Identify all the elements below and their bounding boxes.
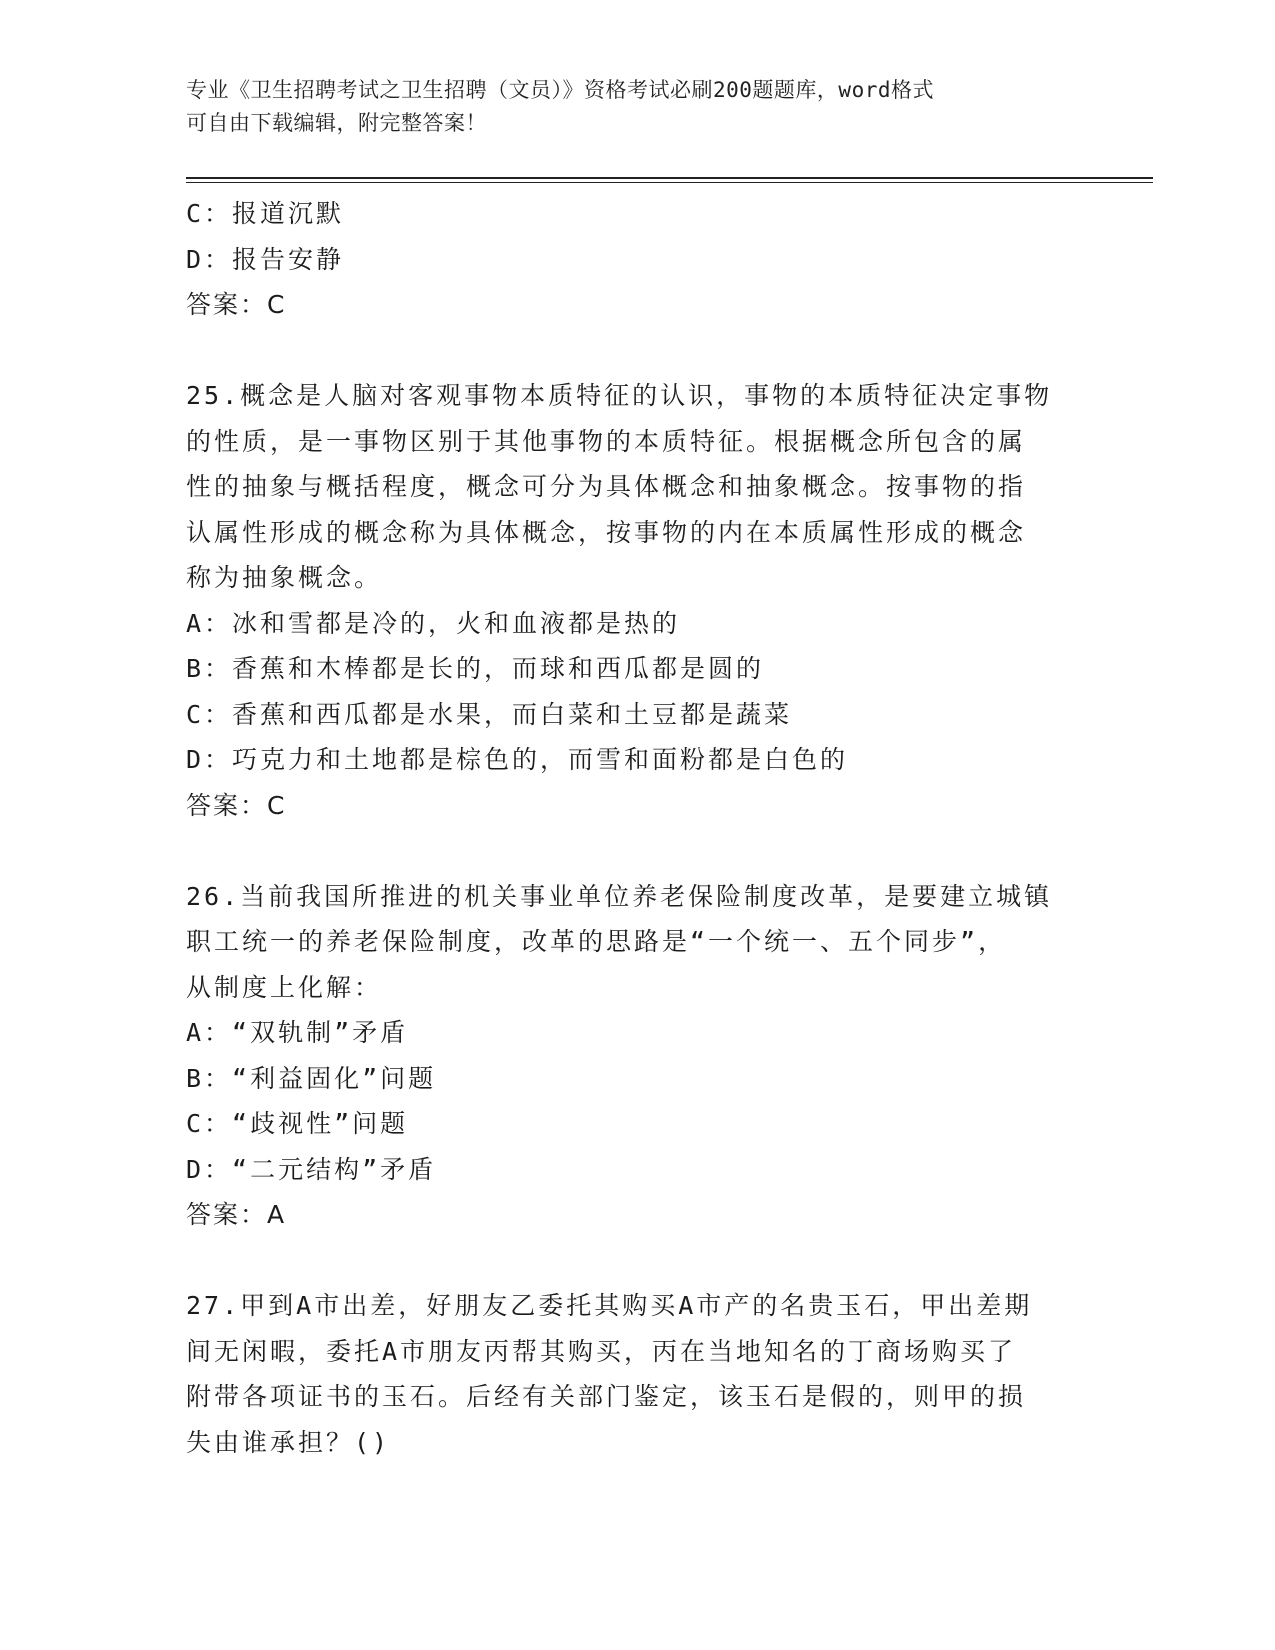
question-stem-line: 的性质，是一事物区别于其他事物的本质特征。根据概念所包含的属 bbox=[186, 426, 1027, 456]
option-b: B：香蕉和木棒都是长的，而球和西瓜都是圆的 bbox=[186, 654, 765, 683]
header-divider-thick bbox=[186, 177, 1153, 179]
question-stem-line: 职工统一的养老保险制度，改革的思路是“一个统一、五个同步”， bbox=[186, 927, 1007, 956]
option-c: C：“歧视性”问题 bbox=[186, 1109, 409, 1138]
question-25 bbox=[186, 373, 1116, 828]
option-b: B：“利益固化”问题 bbox=[186, 1063, 437, 1093]
question-stem-line: 从制度上化解： bbox=[186, 972, 383, 1002]
answer-line: 答案：C bbox=[186, 290, 287, 319]
option-c: C：报道沉默 bbox=[186, 199, 345, 228]
answer-line: 答案：A bbox=[186, 1200, 287, 1229]
question-stem-line: 附带各项证书的玉石。后经有关部门鉴定，该玉石是假的，则甲的损 bbox=[186, 1382, 1027, 1411]
spacer bbox=[186, 828, 1116, 874]
question-stem-line: 间无闲暇，委托A市朋友丙帮其购买，丙在当地知名的丁商场购买了 bbox=[186, 1336, 1017, 1366]
option-a: A：“双轨制”矛盾 bbox=[186, 1018, 409, 1047]
question-stem-line: 26.当前我国所推进的机关事业单位养老保险制度改革，是要建立城镇 bbox=[186, 881, 1053, 911]
question-24-tail bbox=[186, 191, 1116, 328]
option-a: A：冰和雪都是冷的，火和血液都是热的 bbox=[186, 608, 681, 638]
question-stem-line: 25.概念是人脑对客观事物本质特征的认识，事物的本质特征决定事物 bbox=[186, 381, 1053, 410]
header-line-2: 可自由下载编辑，附完整答案！ bbox=[186, 111, 487, 135]
answer-line: 答案：C bbox=[186, 790, 287, 820]
question-stem-line: 失由谁承担？() bbox=[186, 1427, 391, 1457]
option-c: C：香蕉和西瓜都是水果，而白菜和土豆都是蔬菜 bbox=[186, 699, 793, 729]
option-d: D：巧克力和土地都是棕色的，而雪和面粉都是白色的 bbox=[186, 745, 849, 774]
question-stem-line: 性的抽象与概括程度，概念可分为具体概念和抽象概念。按事物的指 bbox=[186, 472, 1027, 501]
question-27 bbox=[186, 1283, 1116, 1465]
question-26 bbox=[186, 874, 1116, 1238]
question-stem-line: 27.甲到A市出差，好朋友乙委托其购买A市产的名贵玉石，甲出差期 bbox=[186, 1291, 1033, 1320]
header-divider-thin bbox=[186, 182, 1153, 183]
header-line-1: 专业《卫生招聘考试之卫生招聘（文员）》资格考试必刷200题题库，word格式 bbox=[186, 78, 934, 102]
spacer bbox=[186, 328, 1116, 374]
document-body bbox=[186, 191, 1116, 1465]
spacer bbox=[186, 1238, 1116, 1284]
option-d: D：报告安静 bbox=[186, 244, 345, 274]
question-stem-line: 认属性形成的概念称为具体概念，按事物的内在本质属性形成的概念 bbox=[186, 517, 1027, 547]
option-d: D：“二元结构”矛盾 bbox=[186, 1154, 437, 1184]
document-header bbox=[186, 74, 1086, 140]
question-stem-line: 称为抽象概念。 bbox=[186, 563, 383, 592]
